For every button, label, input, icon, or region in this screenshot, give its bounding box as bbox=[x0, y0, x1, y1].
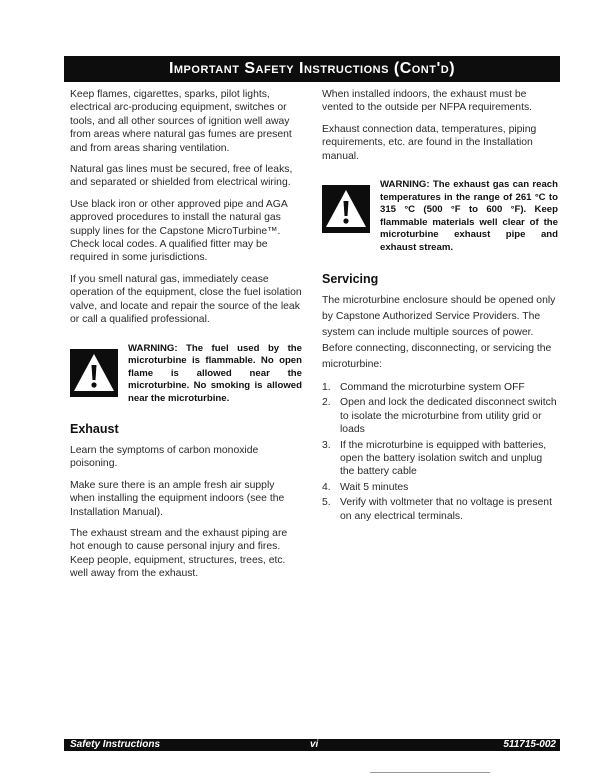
paragraph: Natural gas lines must be secured, free of leaks, and separated or shielded from electrical wiring. bbox=[70, 164, 293, 189]
servicing-steps bbox=[322, 381, 558, 523]
paragraph: The exhaust stream and the exhaust piping are hot enough to cause personal injury and fires. Keep people, equipment, structures, trees, etc. well away from the exhaust. bbox=[70, 527, 288, 580]
footer-doc-number: 511715-002 bbox=[503, 739, 556, 750]
paragraph: Use black iron or other approved pipe and AGA approved procedures to install the natural gas supply lines for the Capstone MicroTurbine™. Check local codes. A qualified fitter may be required in some jurisdictions. bbox=[70, 198, 288, 264]
list-item: 4. Wait 5 minutes bbox=[322, 481, 409, 493]
page-footer bbox=[64, 739, 560, 751]
paragraph: The microturbine enclosure should be opened only by Capstone Authorized Service Providers. The system can include multiple sources of power. Before connecting, disconnecting, or servicing the microturbine: bbox=[322, 295, 556, 370]
page-title: Important Safety Instructions (Cont'd) bbox=[64, 56, 560, 82]
paragraph: If you smell natural gas, immediately cease operation of the equipment, close the fuel isolation valve, and locate and repair the source of the leak or call a qualified professional. bbox=[70, 273, 302, 326]
paragraph: Learn the symptoms of carbon monoxide poisoning. bbox=[70, 444, 259, 470]
fuel-warning bbox=[70, 343, 302, 406]
warning-text: WARNING: The fuel used by the microturbine is flammable. No open flame is allowed near the microturbine. No smoking is allowed near the microturbine. bbox=[128, 342, 302, 404]
list-item: 2. Open and lock the dedicated disconnect switch to isolate the microturbine from utility grid or loads bbox=[322, 397, 557, 436]
right-column bbox=[322, 88, 558, 525]
exhaust-warning bbox=[322, 179, 558, 255]
paragraph: When installed indoors, the exhaust must be vented to the outside per NFPA requirements. bbox=[322, 89, 533, 114]
paragraph: Keep flames, cigarettes, sparks, pilot lights, electrical arc-producing equipment, switches or tools, and all other sources of ignition well away from areas where natural gas fumes are present and from areas sharing ventilation. bbox=[70, 89, 292, 154]
left-column bbox=[70, 88, 302, 589]
list-item: 3. If the microturbine is equipped with batteries, open the battery isolation switch and unplug the battery cable bbox=[322, 439, 547, 478]
warning-text: WARNING: The exhaust gas can reach temperatures in the range of 261 °C to 315 °C (500 °F to 600 °F). Keep flammable materials well clear of the microturbine exhaust pipe and exhaust stream. bbox=[380, 179, 558, 253]
footer-page-number: vi bbox=[310, 739, 319, 750]
warning-triangle-icon bbox=[70, 349, 118, 397]
section-heading-servicing: Servicing bbox=[322, 271, 379, 286]
section-heading-exhaust: Exhaust bbox=[70, 422, 119, 437]
divider bbox=[370, 772, 490, 773]
list-item: 1. Command the microturbine system OFF bbox=[322, 382, 525, 393]
list-item: 5. Verify with voltmeter that no voltage is present on any electrical terminals. bbox=[322, 497, 552, 522]
footer-section: Safety Instructions bbox=[70, 739, 161, 750]
paragraph: Make sure there is an ample fresh air supply when installing the equipment indoors (see the Installation Manual). bbox=[70, 479, 285, 518]
paragraph: Exhaust connection data, temperatures, piping requirements, etc. are found in the Installation manual. bbox=[322, 123, 537, 162]
warning-triangle-icon bbox=[322, 185, 370, 233]
